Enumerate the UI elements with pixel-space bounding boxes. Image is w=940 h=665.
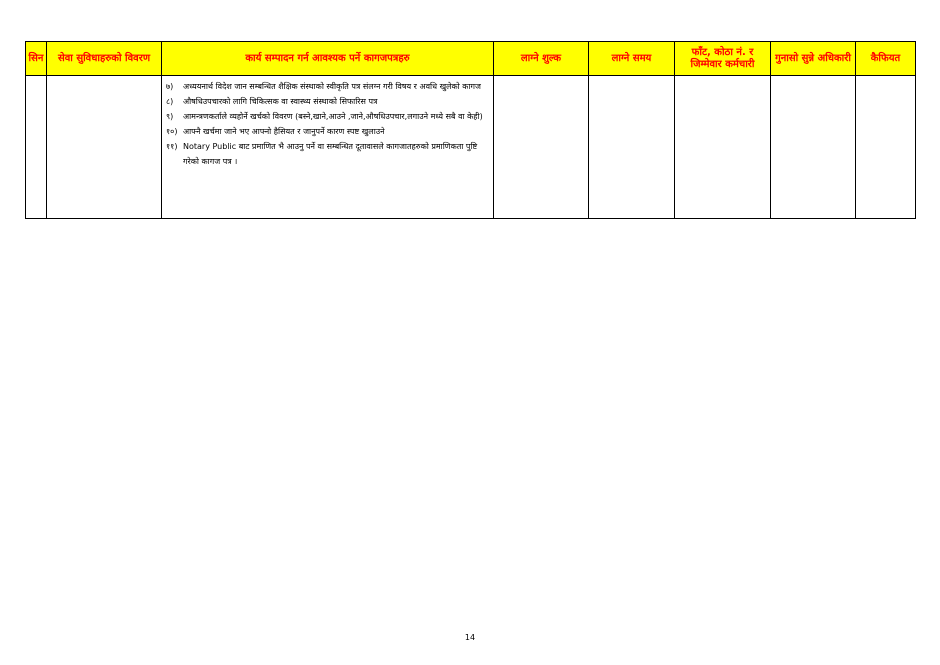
list-item-text: Notary Public बाट प्रमाणित भै आउनु पर्ने वा सम्बन्धित दूतावासले कागजातहरुको प्रमाणिकता पुष्टि गरेको कागज पत्र । — [183, 142, 478, 166]
list-item — [166, 109, 491, 124]
list-item — [166, 94, 491, 109]
cell-time — [589, 76, 675, 219]
cell-fee — [494, 76, 589, 219]
list-item-text: औषधिउपचारको लागि चिकित्सक वा स्वास्थ्य संस्थाको सिफारिस पत्र — [183, 97, 378, 106]
header-responsible-staff: फाँट, कोठा नं. र जिम्मेवार कर्मचारी — [675, 42, 771, 76]
header-required-documents: कार्य सम्पादन गर्न आवश्यक पर्ने कागजपत्रहरु — [162, 42, 494, 76]
header-serial: सिन — [26, 42, 47, 76]
list-item-number: ११) — [166, 142, 178, 151]
list-item-text: अध्ययनार्थ विदेश जान सम्बन्धित शैक्षिक संस्थाको स्वीकृति पत्र संलग्न गरी विषय र अवधि खुलेको कागज — [183, 82, 481, 91]
services-table — [25, 41, 916, 219]
page-number: 14 — [464, 633, 476, 642]
header-time: लाग्ने समय — [589, 42, 675, 76]
table-row — [26, 76, 916, 219]
cell-service-description — [47, 76, 162, 219]
header-fee: लाग्ने शुल्क — [494, 42, 589, 76]
cell-responsible-staff — [675, 76, 771, 219]
list-item-text: आमन्त्रणकर्ताले व्यहोर्ने खर्चको विवरण (बस्ने,खाने,आउने ,जाने,औषधिउपचार,लगाउने मध्ये सबै वा केही) — [183, 112, 483, 121]
cell-remarks — [856, 76, 916, 219]
header-remarks: कैफियत — [856, 42, 916, 76]
list-item-number: ९) — [166, 112, 174, 121]
list-item-number: ८) — [166, 97, 174, 106]
documents-list — [162, 76, 493, 171]
cell-serial — [26, 76, 47, 219]
list-item-number: १०) — [166, 127, 178, 136]
list-item — [166, 124, 491, 139]
cell-grievance-officer — [771, 76, 856, 219]
cell-required-documents — [162, 76, 494, 219]
list-item — [166, 139, 491, 169]
header-grievance-officer: गुनासो सुन्ने अधिकारी — [771, 42, 856, 76]
table-header-row — [26, 42, 916, 76]
list-item — [166, 79, 491, 94]
header-service-description: सेवा सुविधाहरुको विवरण — [47, 42, 162, 76]
list-item-number: ७) — [166, 82, 174, 91]
list-item-text: आफ्नै खर्चमा जाने भए आफ्नो हैसियत र जानुपर्ने कारण स्पष्ट खुलाउने — [183, 127, 385, 136]
